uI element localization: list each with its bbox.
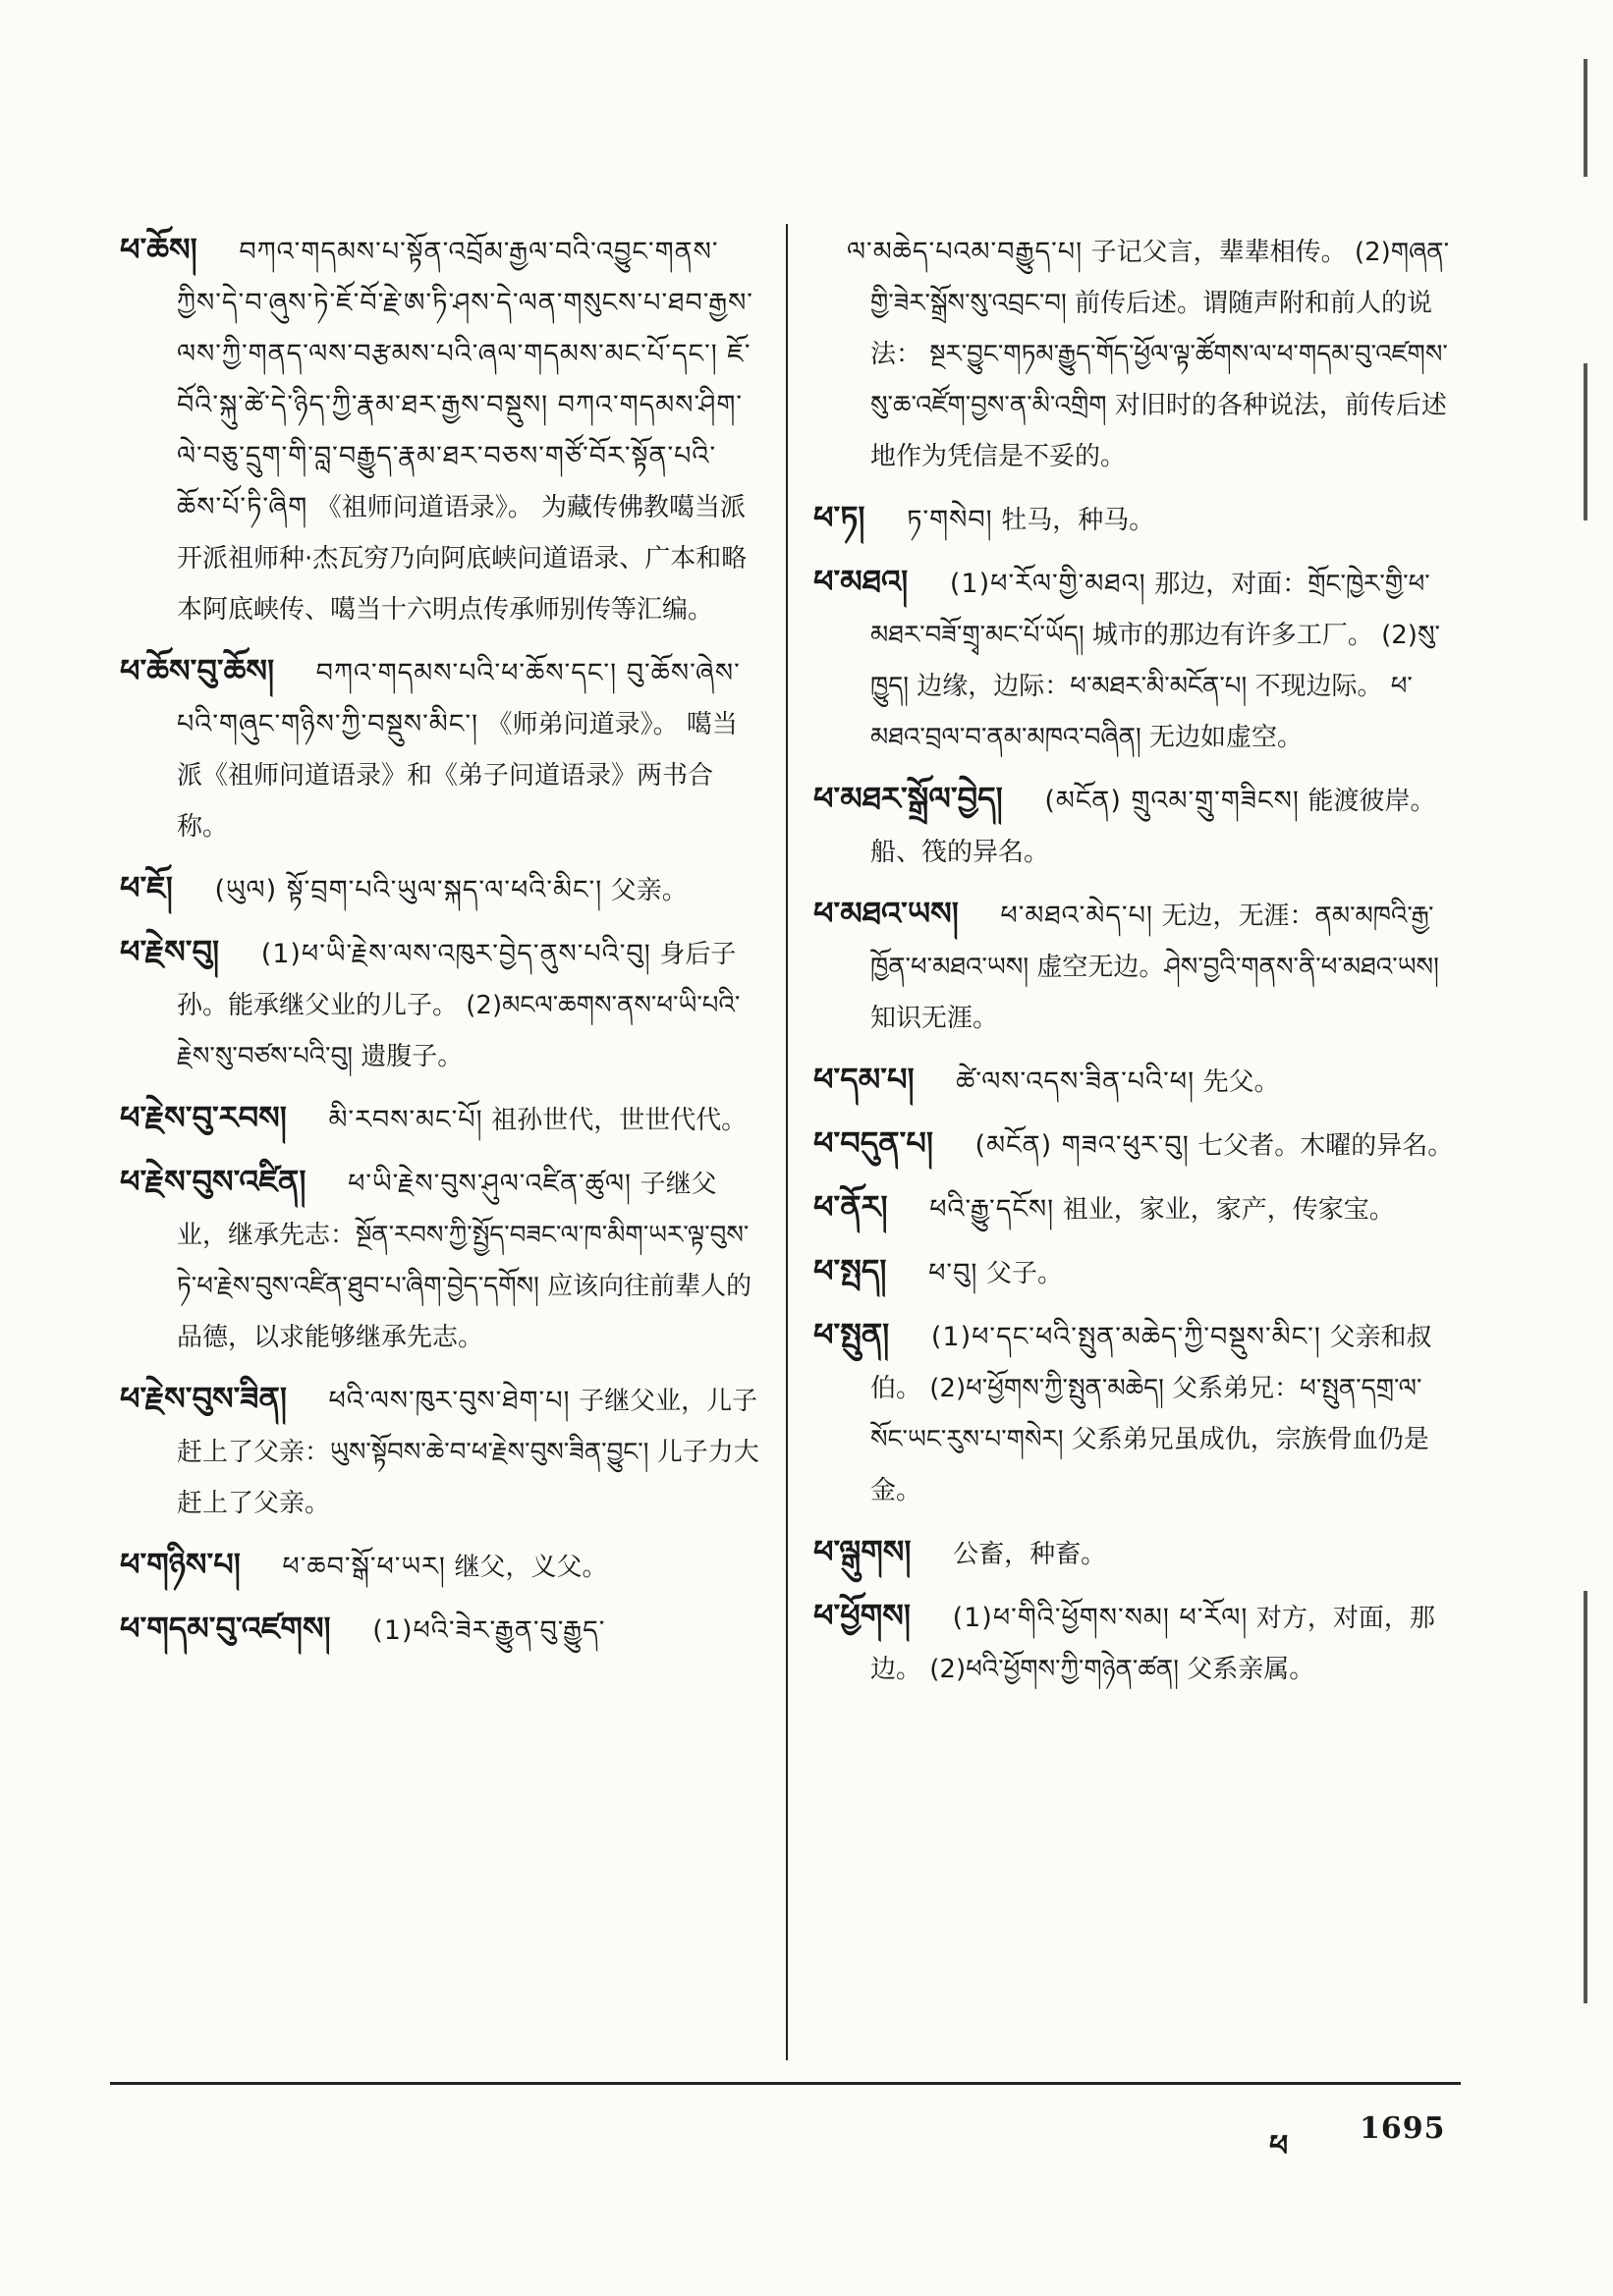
dictionary-entry <box>120 1603 760 1657</box>
chinese-definition: 身后子孙。能承继父业的儿子。 (2)མངལ་ཆགས་ནས་ཕ་ཡི་པའི་རྗེས་སུ་བཙས་པའི་བུ། 遗腹子。 <box>177 940 741 1071</box>
footer-section-letter: ཕ <box>1269 2129 1289 2163</box>
chinese-definition: 子记父言，辈辈相传。 (2)གཞན་གྱི་ཟེར་སྒྲོས་སུ་འབྲང་བ། 前传后述。谓随声附和前人的说法： སྔར་བྱུང་གཏམ་རྒྱུད་གོད་ཕྱོལ་ལྟ་ཚོགས་ལ་ཕ་གདམ་བུ་འཛགས་སུ་ཆ་འཛོག་བྱས་ན་མི་འགྲིག 对旧时的各种说法，前传后述地作为凭信是不妥的。 <box>870 238 1450 471</box>
tibetan-definition: (མངོན) གྲུའམ་གྲུ་གཟིངས། <box>1044 786 1300 816</box>
chinese-definition: 能渡彼岸。船、筏的异名。 <box>870 787 1436 867</box>
bottom-rule <box>110 2082 1461 2085</box>
chinese-definition: 子继父业，继承先志：སྔོན་རབས་ཀྱི་སྤྱོད་བཟང་ལ་ཁ་མིག་ཡར་ལྟ་བུས་ཏེ་ཕ་རྗེས་བུས་འཛིན་ཐུབ་པ་ཞིག་བྱེད་དགོས། 应该向往前辈人的品德，以求能够继承先志。 <box>177 1170 752 1352</box>
headword: ཕ་བདུན་པ། <box>813 1124 933 1162</box>
tibetan-definition: ཚེ་ལས་འདས་ཟིན་པའི་ཕ། <box>956 1066 1196 1097</box>
dictionary-entry <box>813 1309 1454 1516</box>
dictionary-entry <box>813 1590 1454 1695</box>
dictionary-entry <box>813 888 1454 1044</box>
headword: ཕ་མཐར་སྒྲོལ་བྱེད། <box>813 780 1003 817</box>
headword: ཕ་རྗེས་བུས་ཟིན། <box>120 1380 287 1417</box>
chinese-definition: 无边，无涯：ནམ་མཁའི་རྒྱ་ཁྱོན་ཕ་མཐའ་ཡས། 虚空无边。ཤེས་བྱའི་གནས་ནི་ཕ་མཐའ་ཡས། 知识无涯。 <box>870 902 1439 1033</box>
tibetan-definition: ཕའི་ལས་ཁུར་བུས་ཐེག་པ། <box>328 1386 571 1416</box>
tibetan-definition: བཀའ་གདམས་པ་སྟོན་འབྲོམ་རྒྱལ་བའི་འབྱུང་གནས་ཀྱིས་དེ་བ་ཞུས་ཏེ་ཇོ་བོ་རྗེ་ཨ་ཏི་ཤས་དེ་ལན་གསུངས་པ་ཐབ་རྒྱས་ལས་ཀྱི་གནད་ལས་བརྩམས་པའི་ཞལ་གདམས་མང་པོ་དང་། ཇོ་བོའི་སྐུ་ཚེ་དེ་ཉིད་ཀྱི་རྣམ་ཐར་རྒྱས་བསྡུས། བཀའ་གདམས་ཤིག་ལེ་བཅུ་དྲུག་གི་བླ་བརྒྱུད་རྣམ་ཐར་བཅས་གཙོ་བོར་སྟོན་པའི་ཆོས་པོ་ཏི་ཞིག <box>177 237 753 522</box>
dictionary-entry <box>813 556 1454 763</box>
right-column <box>813 224 1454 1705</box>
dictionary-entry <box>120 926 760 1082</box>
headword: ཕ་སྤད། <box>813 1252 887 1289</box>
chinese-definition: 继父，义父。 <box>454 1553 608 1582</box>
chinese-definition: 子继父业，儿子赶上了父亲：ཡུས་སྟོབས་ཆེ་བ་ཕ་རྗེས་བུས་ཟིན་བྱུང་། 儿子力大赶上了父亲。 <box>177 1387 759 1518</box>
tibetan-definition: ཕ་མཐའ་མེད་པ། <box>1000 901 1153 931</box>
dictionary-entry <box>813 224 1454 482</box>
chinese-definition: 那边，对面：གྲོང་ཁྱེར་གྱི་ཕ་མཐར་བཟོ་གྲྭ་མང་པོ་ཡོད། 城市的那边有许多工厂。 (2)སུ་ཁྱུད། 边缘，边际：ཕ་མཐར་མི་མངོན་པ། 不现边际。 ཕ་མཐའ་བྲལ་བ་ནམ་མཁའ་བཞིན། 无边如虚空。 <box>870 570 1440 752</box>
chinese-definition: 《师弟问道录》。 噶当派《祖师问道语录》和《弟子问道语录》两书合称。 <box>177 710 738 842</box>
dictionary-entry <box>120 1539 760 1593</box>
dictionary-entry <box>120 224 760 635</box>
tibetan-definition: (1)ཕ་དང་ཕའི་སྤུན་མཆེད་ཀྱི་བསྡུས་མིང་། <box>930 1322 1321 1352</box>
headword: ཕ་ཏ། <box>813 499 865 536</box>
headword: ཕ་ནོར། <box>813 1188 888 1226</box>
headword: ཕ་གཉིས་པ། <box>120 1546 241 1583</box>
headword: ཕ་ལྒུགས། <box>813 1533 912 1570</box>
dictionary-entry <box>120 1092 760 1146</box>
headword: ཕ་སྤུན། <box>813 1316 890 1353</box>
tibetan-definition: མི་རབས་མང་པོ། <box>328 1105 483 1135</box>
tibetan-definition: ཕ་བུ། <box>928 1258 978 1288</box>
headword: ཕ་དམ་པ། <box>813 1061 915 1098</box>
headword: ཕ་ཕྱོགས། <box>813 1597 911 1634</box>
dictionary-entry <box>813 1245 1454 1299</box>
headword: ཕ་ཆོས། <box>120 231 197 268</box>
chinese-definition: 牡马，种马。 <box>1001 506 1155 535</box>
headword: ཕ་རྗེས་བུ། <box>120 933 220 970</box>
page-number: 1695 <box>1360 2111 1446 2146</box>
tibetan-definition: (མངོན) གཟའ་ཕུར་བུ། <box>974 1130 1190 1161</box>
tibetan-definition: ཕའི་རྒྱུ་དངོས། <box>929 1194 1055 1225</box>
chinese-definition: 父亲和叔伯。 (2)ཕ་ཕྱོགས་ཀྱི་སྤུན་མཆེད། 父系弟兄：ཕ་སྤུན་དགྲ་ལ་སོང་ཡང་རུས་པ་གསེར། 父系弟兄虽成仇，宗族骨血仍是金。 <box>870 1323 1432 1505</box>
dictionary-entry <box>120 862 760 916</box>
headword: ཕ་ཇོ། <box>120 869 173 906</box>
chinese-definition: 父亲。 <box>610 876 688 905</box>
dictionary-entry <box>813 773 1454 878</box>
tibetan-definition: ལ་མཆེད་པའམ་བརྒྱུད་པ། <box>847 237 1084 267</box>
dictionary-entry <box>813 1181 1454 1235</box>
dictionary-entry <box>120 1156 760 1363</box>
scan-edge-marks <box>1578 39 1597 2259</box>
column-divider <box>786 224 788 2060</box>
left-column <box>120 224 760 1667</box>
tibetan-definition: (1)ཕའི་ཟེར་རྒྱུན་བུ་རྒྱུད་ <box>372 1615 606 1646</box>
dictionary-entry <box>813 1118 1454 1172</box>
dictionary-entry <box>813 1526 1454 1580</box>
tibetan-definition: (1)ཕ་གིའི་ཕྱོགས་སམ། ཕ་རོལ། <box>952 1603 1249 1633</box>
chinese-definition: 公畜，种畜。 <box>953 1540 1107 1569</box>
chinese-definition: 父子。 <box>985 1259 1063 1288</box>
chinese-definition: 《祖师问道语录》。 为藏传佛教噶当派开派祖师种·杰瓦穷乃向阿底峡问道语录、广本和略本阿底峡传、噶当十六明点传承师别传等汇编。 <box>177 493 748 625</box>
tibetan-definition: བཀའ་གདམས་པའི་ཕ་ཆོས་དང་། བུ་ཆོས་ཞེས་པའི་གཞུང་གཉིས་ཀྱི་བསྡུས་མིང་། <box>177 658 741 739</box>
dictionary-entry <box>120 645 760 852</box>
tibetan-definition: (ཡུལ) སྟོ་བྲག་པའི་ཡུལ་སྐད་ལ་ཕའི་མིང་། <box>214 875 603 905</box>
headword: ཕ་གདམ་བུ་འཛགས། <box>120 1610 331 1647</box>
tibetan-definition: ཕ་ཆབ་སྒོ་ཕ་ཡར། <box>282 1552 446 1582</box>
chinese-definition: 七父者。木曜的异名。 <box>1197 1131 1454 1161</box>
headword: ཕ་རྗེས་བུ་རབས། <box>120 1099 287 1136</box>
chinese-definition: 祖孙世代，世世代代。 <box>491 1106 748 1135</box>
tibetan-definition: (1)ཕ་ཡི་རྗེས་ལས་འཁུར་བྱེད་ནུས་པའི་བུ། <box>260 939 651 969</box>
tibetan-definition: (1)ཕ་རོལ་གྱི་མཐའ། <box>949 569 1146 599</box>
headword: ཕ་ཆོས་བུ་ཆོས། <box>120 652 275 689</box>
chinese-definition: 对方，对面，那边。 (2)ཕའི་ཕྱོགས་ཀྱི་གཉེན་ཚན། 父系亲属。 <box>870 1604 1435 1684</box>
dictionary-entry <box>813 492 1454 546</box>
headword: ཕ་རྗེས་བུས་འཛིན། <box>120 1163 306 1200</box>
headword: ཕ་མཐའ། <box>813 563 909 600</box>
chinese-definition: 祖业，家业，家产，传家宝。 <box>1062 1195 1395 1225</box>
dictionary-entry <box>120 1373 760 1529</box>
headword: ཕ་མཐའ་ཡས། <box>813 895 959 932</box>
tibetan-definition: ཏ་གསེབ། <box>907 505 993 535</box>
tibetan-definition: ཕ་ཡི་རྗེས་བུས་ཤུལ་འཛིན་ཚུལ། <box>348 1169 633 1199</box>
chinese-definition: 先父。 <box>1202 1067 1280 1097</box>
dictionary-entry <box>813 1054 1454 1108</box>
